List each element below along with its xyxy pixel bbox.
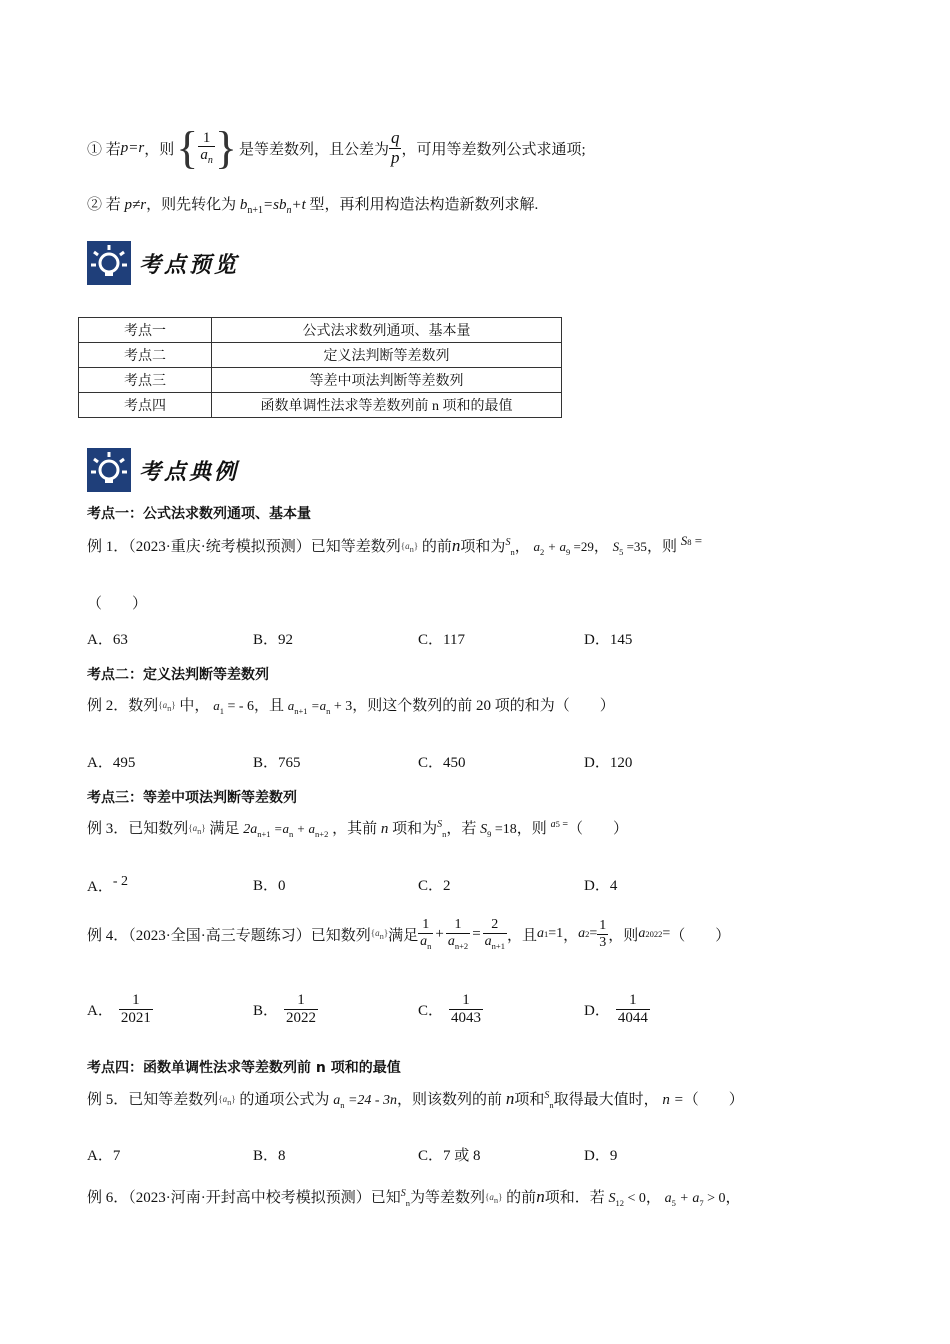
lightbulb-icon <box>87 448 131 492</box>
option-a[interactable]: A． $\frac{1}{2021}$ <box>87 992 151 1026</box>
overview-table <box>78 317 562 418</box>
fraction: $\frac{1}{4044}$ <box>617 992 648 1026</box>
option-b[interactable]: B．8 <box>253 1148 286 1164</box>
fraction: $\frac{1}{a_{n+2}}$ <box>447 917 469 951</box>
table-row: 考点四 函数单调性法求等差数列前 n 项和的最值 <box>79 393 562 418</box>
table-row: 考点三 等差中项法判断等差数列 <box>79 368 562 393</box>
table-row: 考点二 定义法判断等差数列 <box>79 343 562 368</box>
option-b[interactable]: B． $\frac{1}{2022}$ <box>253 992 317 1026</box>
right-brace: } <box>214 122 237 173</box>
fraction: $\frac{1}{2021}$ <box>120 992 151 1026</box>
option-c[interactable]: C．2 <box>418 878 451 894</box>
option-c[interactable]: C．450 <box>418 755 466 771</box>
fraction: $\frac{2}{a_{n+1}}$ <box>484 917 505 951</box>
fraction: $\frac{1}{a_n}$ <box>200 129 213 167</box>
example-4: 例 4．（2023·全国·高三专题练习）已知数列 $\{a_n\}$ 满足 $\frac{1}{a_n}$ + $\frac{1}{a_{n+2}}$ = $\frac{2}{a_{n+1}}$ ，且 a 1 =1 ， a 2 = $\frac{1}{3}$ ，则 a 2022 = （ ） <box>87 917 731 951</box>
sequence-an: $\{a_n\}$ <box>158 700 176 713</box>
section-heading-3: 考点三：等差中项法判断等差数列 <box>87 790 297 806</box>
braced-fraction <box>176 122 237 173</box>
sequence-an: $\{a_n\}$ <box>485 1192 503 1205</box>
answer-paren: （ ） <box>87 596 148 612</box>
banner-title: 考点预览 <box>139 251 240 278</box>
option-c[interactable]: C． $\frac{1}{4043}$ <box>418 992 482 1026</box>
table-row: 考点一 公式法求数列通项、基本量 <box>79 318 562 343</box>
option-d[interactable]: D． $\frac{1}{4044}$ <box>584 992 648 1026</box>
fraction-q-p: $\frac{q}{p}$ <box>390 127 400 167</box>
section-heading-4: 考点四：函数单调性法求等差数列前 n 项和的最值 <box>87 1060 401 1076</box>
option-d[interactable]: D．120 <box>584 755 633 771</box>
section-banner-preview <box>87 241 239 285</box>
option-d[interactable]: D．9 <box>584 1148 618 1164</box>
fraction: $\frac{1}{a_n}$ <box>420 917 432 951</box>
example-3: 例 3．已知数列$\{a_n\}$ 满足 $2a_{n+1} =a_n + a_{n+2}$ ，其前 n 项和为$^S_n$，若 $S_9 =18$，则 $^a_5$ =（ ） <box>87 819 628 839</box>
intro-line-1: ① 若 p=r ，则 { $\frac{1}{a_n}$ } 是等差数列，且公差为 $\frac{q}{p}$ ，可用等差数列公式求通项; <box>87 122 586 173</box>
intro-line-2: ② 若 p≠r，则先转化为 $b_{n+1}=sb_n+t$ 型，再利用构造法构造新数列求解. <box>87 197 539 216</box>
option-a[interactable]: A．63 <box>87 632 128 648</box>
sequence-an: $\{a_n\}$ <box>218 1094 236 1107</box>
sequence-an: $\{a_n\}$ <box>400 541 419 554</box>
option-a[interactable]: A．7 <box>87 1148 121 1164</box>
option-c[interactable]: C．117 <box>418 632 465 648</box>
option-b[interactable]: B．92 <box>253 632 294 648</box>
sequence-an: $\{a_n\}$ <box>370 927 389 941</box>
left-brace: { <box>176 122 199 173</box>
option-b[interactable]: B．765 <box>253 755 301 771</box>
option-d[interactable]: D．145 <box>584 632 633 648</box>
example-1: 例 1．（2023·重庆·统考模拟预测）已知等差数列$\{a_n\}$ 的前n项和为$^S_n$， $a_2 + a_9 =29$， $S_5 =35$，则 $S_8$ = <box>87 533 703 557</box>
fraction: $\frac{1}{4043}$ <box>451 992 482 1026</box>
fraction: $\frac{1}{2022}$ <box>286 992 317 1026</box>
banner-title: 考点典例 <box>139 458 240 485</box>
option-a[interactable]: A．- 2 <box>87 874 129 895</box>
option-a[interactable]: A．495 <box>87 755 136 771</box>
option-b[interactable]: B．0 <box>253 878 286 894</box>
fraction: $\frac{1}{3}$ <box>599 918 607 950</box>
option-c[interactable]: C．7 或 8 <box>418 1148 481 1164</box>
example-5: 例 5．已知等差数列$\{a_n\}$ 的通项公式为 $a_n =24 - 3n$，则该数列的前 n项和$^S_n$取得最大值时， n =（ ） <box>87 1089 744 1110</box>
sequence-an: $\{a_n\}$ <box>188 823 206 836</box>
section-banner-examples <box>87 448 239 492</box>
example-2: 例 2．数列$\{a_n\}$ 中， $a_1$ = - 6，且 $a_{n+1} =a_n + 3$，则这个数列的前 20 项的和为（ ） <box>87 698 615 716</box>
option-d[interactable]: D．4 <box>584 878 618 894</box>
section-heading-1: 考点一：公式法求数列通项、基本量 <box>87 506 311 522</box>
section-heading-2: 考点二：定义法判断等差数列 <box>87 667 269 683</box>
example-6: 例 6．（2023·河南·开封高中校考模拟预测）已知$^S_n$为等差数列$\{a_n\}$ 的前n项和．若 $S_{12} < 0$， $a_5 + a_7 > 0$， <box>87 1187 741 1208</box>
lightbulb-icon <box>87 241 131 285</box>
